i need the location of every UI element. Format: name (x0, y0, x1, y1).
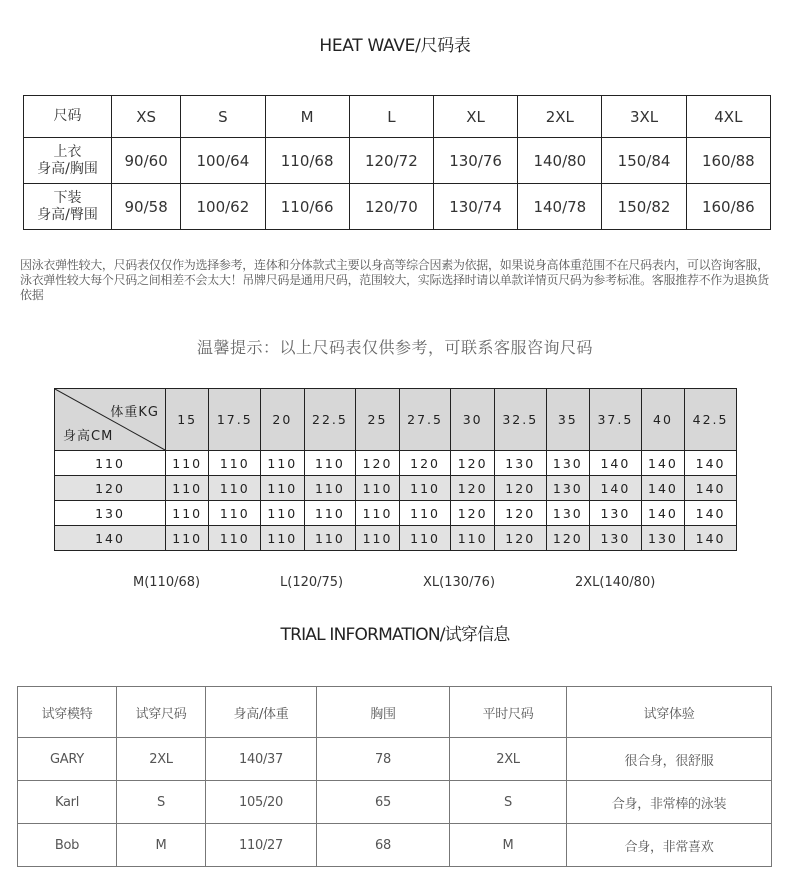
recommended-size-cell: 140 (590, 451, 642, 476)
recommended-size-cell: 140 (685, 526, 737, 551)
trial-header-cell: 试穿尺码 (117, 687, 206, 738)
trial-cell: S (450, 781, 567, 824)
recommended-size-cell: 120 (399, 451, 451, 476)
corner-header-cell (55, 389, 166, 451)
recommendation-label: 2XL(140/80) (575, 575, 656, 590)
trial-cell: 2XL (450, 738, 567, 781)
recommended-size-cell: 110 (166, 451, 209, 476)
trial-cell: M (117, 824, 206, 867)
recommended-size-cell: 110 (261, 451, 304, 476)
weight-header-cell: 42.5 (685, 389, 737, 451)
recommended-size-cell: 110 (356, 526, 399, 551)
trial-row (18, 738, 772, 781)
height-cell: 130 (55, 501, 166, 526)
trial-header-cell: 试穿体验 (567, 687, 772, 738)
height-cell: 140 (55, 526, 166, 551)
recommended-size-cell: 120 (451, 476, 494, 501)
weight-header-row (55, 389, 737, 451)
trial-table (17, 686, 772, 867)
recommended-size-cell: 120 (494, 526, 546, 551)
size-row-label-bottom: 身高/臀围 (37, 206, 98, 223)
height-row (55, 501, 737, 526)
recommended-size-cell: 140 (685, 501, 737, 526)
recommended-size-cell: 120 (451, 451, 494, 476)
trial-header-cell: 平时尺码 (450, 687, 567, 738)
trial-cell: M (450, 824, 567, 867)
recommended-size-cell: 140 (685, 476, 737, 501)
size-chart-title: HEAT WAVE/尺码表 (319, 36, 471, 56)
recommended-size-cell: 110 (166, 526, 209, 551)
recommended-size-cell: 110 (209, 476, 261, 501)
size-header-cell: XS (112, 96, 181, 138)
weight-header-cell: 20 (261, 389, 304, 451)
trial-cell: Bob (18, 824, 117, 867)
recommended-size-cell: 110 (304, 476, 356, 501)
trial-cell: 很合身，很舒服 (567, 738, 772, 781)
size-cell: 160/86 (686, 184, 770, 230)
size-cell: 130/76 (433, 138, 517, 184)
warm-tip: 温馨提示：以上尺码表仅供参考，可联系客服咨询尺码 (196, 338, 593, 357)
size-row-label-top: 下装 (53, 189, 82, 206)
size-cell: 120/70 (349, 184, 433, 230)
recommended-size-cell: 110 (304, 451, 356, 476)
weight-header-cell: 40 (641, 389, 684, 451)
size-header-cell: XL (433, 96, 517, 138)
recommended-size-cell: 140 (590, 476, 642, 501)
recommended-size-cell: 110 (399, 476, 451, 501)
recommended-size-cell: 110 (209, 526, 261, 551)
size-header-cell: 2XL (518, 96, 602, 138)
recommended-size-cell: 140 (641, 451, 684, 476)
size-cell: 120/72 (349, 138, 433, 184)
height-row (55, 476, 737, 501)
trial-cell: GARY (18, 738, 117, 781)
size-cell: 150/82 (602, 184, 686, 230)
size-header-label: 尺码 (24, 96, 112, 138)
trial-header-cell: 身高/体重 (206, 687, 317, 738)
size-header-cell: L (349, 96, 433, 138)
size-row-label-bottom: 身高/胸围 (37, 160, 98, 177)
recommended-size-cell: 130 (590, 501, 642, 526)
recommended-size-cell: 110 (399, 501, 451, 526)
trial-header-cell: 试穿模特 (18, 687, 117, 738)
recommended-size-cell: 110 (261, 501, 304, 526)
trial-cell: 合身，非常棒的泳装 (567, 781, 772, 824)
trial-cell: S (117, 781, 206, 824)
weight-axis-label: 体重KG (110, 405, 159, 420)
weight-header-cell: 30 (451, 389, 494, 451)
recommended-size-cell: 110 (166, 476, 209, 501)
trial-cell: Karl (18, 781, 117, 824)
recommended-size-cell: 120 (494, 476, 546, 501)
size-note: 因泳衣弹性较大，尺码表仅仅作为选择参考，连体和分体款式主要以身高等综合因素为依据，如果说身高体重范围不在尺码表内，可以咨询客服，泳衣弹性较大每个尺码之间相差不会太大！吊牌尺码是通用尺码，范围较大，实际选择时请以单款详情页尺码为参考标准。客服推荐不作为退换货依据 (20, 258, 769, 302)
weight-header-cell: 37.5 (590, 389, 642, 451)
recommended-size-cell: 140 (641, 476, 684, 501)
recommended-size-cell: 130 (641, 526, 684, 551)
recommended-size-cell: 130 (494, 451, 546, 476)
size-table-header (24, 96, 771, 138)
recommendation-label: M(110/68) (133, 575, 201, 590)
recommended-size-cell: 120 (494, 501, 546, 526)
weight-header-cell: 25 (356, 389, 399, 451)
size-cell: 100/62 (181, 184, 265, 230)
size-cell: 90/60 (112, 138, 181, 184)
recommended-size-cell: 110 (261, 526, 304, 551)
size-row-label-top: 上衣 (53, 143, 82, 160)
height-cell: 110 (55, 451, 166, 476)
recommendation-label: L(120/75) (280, 575, 344, 590)
recommended-size-cell: 110 (209, 451, 261, 476)
size-cell: 110/68 (265, 138, 349, 184)
recommended-size-cell: 110 (166, 501, 209, 526)
recommended-size-cell: 140 (641, 501, 684, 526)
trial-cell: 110/27 (206, 824, 317, 867)
size-cell: 100/64 (181, 138, 265, 184)
trial-cell: 68 (317, 824, 450, 867)
recommended-size-cell: 110 (399, 526, 451, 551)
weight-header-cell: 35 (546, 389, 589, 451)
recommended-size-cell: 110 (451, 526, 494, 551)
trial-cell: 65 (317, 781, 450, 824)
trial-info-title: TRIAL INFORMATION/试穿信息 (280, 625, 510, 645)
weight-header-cell: 27.5 (399, 389, 451, 451)
recommended-size-cell: 110 (209, 501, 261, 526)
trial-cell: 140/37 (206, 738, 317, 781)
size-header-cell: S (181, 96, 265, 138)
recommended-size-cell: 110 (356, 501, 399, 526)
weight-header-cell: 15 (166, 389, 209, 451)
size-header-cell: 3XL (602, 96, 686, 138)
recommended-size-cell: 110 (261, 476, 304, 501)
size-cell: 90/58 (112, 184, 181, 230)
trial-cell: 105/20 (206, 781, 317, 824)
recommended-size-cell: 130 (546, 501, 589, 526)
recommended-size-cell: 120 (546, 526, 589, 551)
size-cell: 150/84 (602, 138, 686, 184)
size-row-top (24, 138, 771, 184)
height-cell: 120 (55, 476, 166, 501)
size-cell: 140/80 (518, 138, 602, 184)
recommended-size-cell: 140 (685, 451, 737, 476)
trial-cell: 78 (317, 738, 450, 781)
size-table (23, 95, 771, 230)
weight-header-cell: 32.5 (494, 389, 546, 451)
height-weight-table (54, 388, 737, 551)
size-header-cell: 4XL (686, 96, 770, 138)
trial-header-row (18, 687, 772, 738)
weight-header-cell: 22.5 (304, 389, 356, 451)
recommended-size-cell: 110 (304, 526, 356, 551)
recommended-size-cell: 110 (356, 476, 399, 501)
size-row-bottom (24, 184, 771, 230)
trial-row (18, 781, 772, 824)
height-row (55, 451, 737, 476)
size-cell: 160/88 (686, 138, 770, 184)
recommended-size-cell: 130 (546, 476, 589, 501)
recommended-size-cell: 130 (590, 526, 642, 551)
trial-header-cell: 胸围 (317, 687, 450, 738)
recommended-size-cell: 110 (304, 501, 356, 526)
weight-header-cell: 17.5 (209, 389, 261, 451)
height-row (55, 526, 737, 551)
recommended-size-cell: 130 (546, 451, 589, 476)
size-row-label (24, 138, 112, 184)
size-cell: 140/78 (518, 184, 602, 230)
recommended-size-cell: 120 (356, 451, 399, 476)
trial-cell: 2XL (117, 738, 206, 781)
trial-row (18, 824, 772, 867)
size-cell: 130/74 (433, 184, 517, 230)
trial-cell: 合身，非常喜欢 (567, 824, 772, 867)
size-row-label (24, 184, 112, 230)
height-axis-label: 身高CM (63, 429, 114, 444)
recommended-size-cell: 120 (451, 501, 494, 526)
recommendation-label: XL(130/76) (423, 575, 496, 590)
size-cell: 110/66 (265, 184, 349, 230)
size-header-cell: M (265, 96, 349, 138)
